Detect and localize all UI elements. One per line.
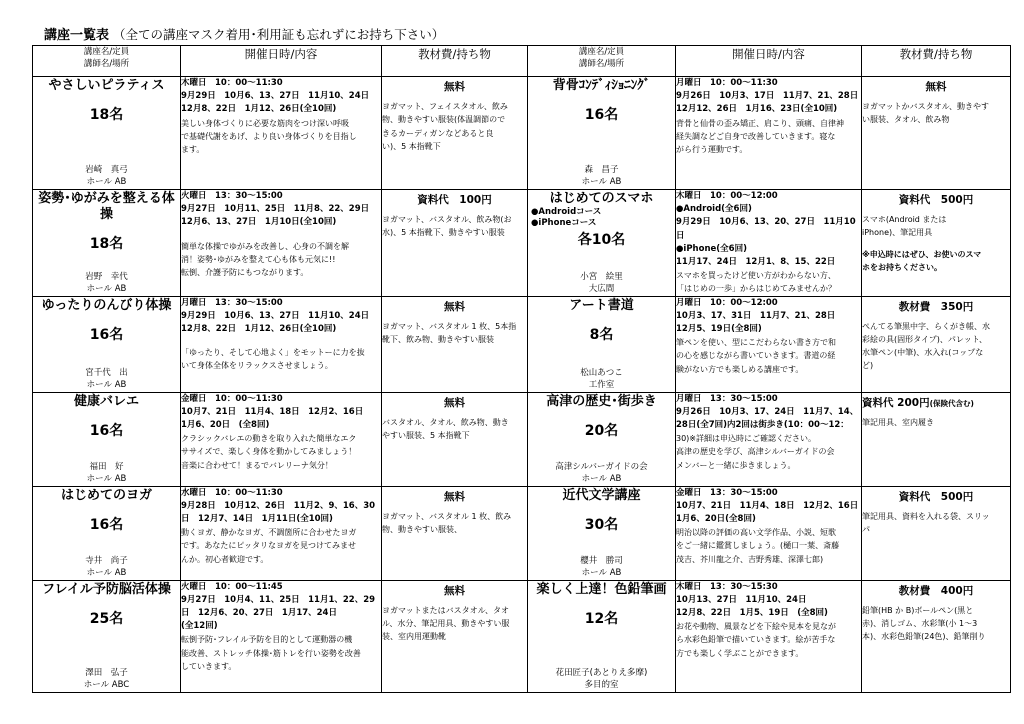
course-info [528, 461, 675, 485]
schedule-desc-line: んか。初心者歓迎です。 [181, 554, 269, 564]
teacher-name: 花田匠子(あとりえ多摩) [555, 667, 648, 678]
fee-text: 無料 [444, 81, 465, 93]
course-info [33, 271, 180, 295]
fee-text: (保険代含む) [929, 398, 974, 408]
schedule-desc-line: いて身体全体をリラックスさせましょう。 [181, 361, 333, 371]
schedule-desc-line: です。あなたにピッタリなヨガを見つけてみませ [181, 541, 357, 551]
schedule-date-line: 12月5、19日(全8回) [676, 324, 762, 335]
teacher-name: 寺井 尚子 [85, 555, 128, 566]
schedule-cell [181, 190, 382, 297]
fee-cell [862, 486, 1011, 580]
course-capacity: 25名 [89, 610, 124, 627]
course-capacity: 16名 [89, 326, 124, 343]
course-capacity: 16名 [584, 107, 619, 123]
schedule-desc-line: 背骨と仙骨の歪み矯正、肩こり、頭痛、自律神 [676, 118, 844, 128]
header-course: 講座名/定員 講師名/場所 [528, 46, 676, 77]
fee-amount [382, 585, 527, 598]
course-name: アート書道 [569, 297, 634, 313]
teacher-name: 森 昌子 [584, 165, 619, 175]
schedule-cell [181, 486, 382, 580]
schedule-desc-line: 経失調などご自身で改善していきます。寝な [676, 131, 836, 141]
course-capacity: 8名 [589, 326, 614, 343]
fee-cell [862, 296, 1011, 392]
course-info [33, 461, 180, 485]
schedule-date-line: 月曜日 10：00～12:00 [676, 297, 778, 308]
course-place: 大広間 [588, 283, 615, 294]
items-line: い)、5 本指靴下 [382, 141, 441, 151]
course-name: はじめてのヨガ [60, 487, 152, 503]
items-line: 筆記用具、資料を入れる袋、スリッ [862, 511, 990, 521]
items-line: 鉛筆(HB か B)ボールペン(黒と [862, 605, 974, 615]
schedule-desc-line: ら水彩色鉛筆で描いていきます。絵が苦手な [676, 635, 836, 645]
items-line: ヨガマット、バスタオル 1 枚、飲み [382, 511, 512, 521]
course-row [33, 392, 1011, 486]
schedule-cell [676, 77, 862, 190]
course-place: ホール AB [581, 473, 622, 484]
schedule-desc-line: お花や動物、風景などを下絵や見本を見なが [676, 622, 836, 632]
fee-text: 無料 [925, 81, 947, 93]
fee-cell [382, 190, 528, 297]
items-line: ※申込時にはぜひ、お使いのスマ [862, 249, 982, 259]
fee-text: 資料代 500円 [898, 194, 974, 206]
schedule-date-line: 月曜日 13：30～15:00 [181, 297, 283, 308]
schedule-desc-line: 「ゆったり、そして心地よく」をモットーに力を抜 [181, 348, 365, 358]
course-table [32, 45, 1011, 693]
schedule-date-line: (全12回) [181, 621, 218, 632]
items-line: きるカーディガンなどあると良 [382, 128, 494, 138]
fee-cell [382, 296, 528, 392]
schedule-date-line: 11月17、24日 12月1、8、15、22日 [676, 257, 836, 268]
course-place: 工作室 [588, 379, 615, 390]
schedule-date-line: 月曜日 10：00～11:30 [676, 78, 778, 88]
items-line: 筆記用具、室内履き [862, 417, 934, 427]
schedule-desc-line: 高津の歴史を学び、高津シルバーガイドの会 [676, 447, 835, 457]
items-line: スマホ(Android または [862, 215, 947, 225]
schedule-date-line: ●iPhone(全6回) [676, 243, 747, 254]
schedule-desc-line: クラシックバレエの動きを取り入れた簡単なエク [181, 434, 357, 444]
fee-text: 教材費 400円 [898, 584, 974, 597]
items-line: 物、動きやすい服装(体温調節ので [382, 115, 506, 125]
course-cell [33, 580, 181, 692]
schedule-desc-line: 消！姿勢･ゆがみを整えて心も体も元気に!! [181, 254, 336, 264]
schedule-date-line: 12月6、13、27日 1月10日(全10回) [181, 217, 337, 228]
course-row [33, 77, 1011, 190]
schedule-desc-line: 美しい身体づくりに必要な筋肉をつけ深い呼吸 [181, 118, 349, 128]
course-cell [528, 392, 676, 486]
course-capacity: 各10名 [577, 232, 626, 248]
header-schedule: 開催日時/内容 [676, 46, 862, 77]
schedule-date-line: 9月26日 10月3、17日 11月7、21、28日 [676, 91, 859, 102]
header-fee: 教材費/持ち物 [382, 46, 528, 77]
items-line: バスタオル、タオル、飲み物、動き [382, 417, 509, 427]
fee-amount [382, 194, 527, 207]
course-cell [528, 580, 676, 692]
course-place: ホール AB [86, 567, 127, 578]
course-cell [33, 190, 181, 297]
course-subtitle: ●iPhoneコース [531, 218, 597, 228]
items-line: ヨガマット、フェイスタオル、飲み [382, 102, 508, 112]
fee-amount [862, 301, 1010, 314]
schedule-date-line: 金曜日 10：00～11:30 [181, 393, 283, 404]
course-capacity: 12名 [584, 610, 619, 627]
items-line: ル、水分、筆記用具、動きやすい服 [382, 619, 510, 629]
items-line: 本)、水彩色鉛筆(24色)、鉛筆削り [862, 632, 986, 642]
schedule-desc-line: メンバーと一緒に歩きましょう。 [676, 460, 796, 470]
course-name: 高津の歴史･街歩き [546, 393, 657, 409]
teacher-name: 岩野 幸代 [85, 271, 128, 282]
schedule-desc-line: 「はじめの一歩」からはじめてみませんか？ [676, 284, 836, 294]
schedule-desc-line: 茂吉、芥川龍之介、吉野秀雄、深澤七郎) [676, 554, 824, 564]
course-place: 多目的室 [584, 679, 619, 690]
course-row [33, 580, 1011, 692]
schedule-desc-line: 動くヨガ、静かなヨガ、不調箇所に合わせたヨガ [181, 528, 357, 538]
schedule-desc-line: 転倒予防･フレイル予防を目的として運動器の機 [181, 635, 353, 645]
course-info [528, 164, 675, 188]
header-row [33, 46, 1011, 77]
schedule-cell [181, 392, 382, 486]
items-line: iPhone)、筆記用具 [862, 228, 933, 238]
course-name: ゆったりのんびり体操 [41, 297, 172, 313]
items-line: 彩絵の具(固形タイプ)、パレット、 [862, 335, 988, 345]
schedule-date-line: 木曜日 10：00～12:00 [676, 191, 778, 201]
schedule-desc-line: ます。 [181, 145, 205, 155]
course-cell [528, 77, 676, 190]
course-capacity: 16名 [89, 516, 124, 533]
schedule-date-line: 9月29日 10月6、13、27日 11月10、24日 [181, 310, 370, 321]
teacher-name: 櫻井 勝司 [580, 555, 623, 566]
fee-cell [382, 77, 528, 190]
page-title [44, 24, 444, 43]
teacher-name: 澤田 弘子 [85, 667, 128, 678]
schedule-desc-line: をご一緒に鑑賞しましょう。(樋口一葉、斎藤 [676, 541, 840, 551]
course-capacity: 30名 [584, 516, 619, 533]
teacher-name: 小宮 絵里 [580, 271, 623, 282]
fee-cell [862, 190, 1011, 297]
items-line: パ [862, 525, 870, 535]
items-line: ヨガマット、バスタオル、飲み物(お [382, 215, 512, 225]
fee-text: 資料代 200円 [862, 396, 930, 409]
course-info [33, 555, 180, 579]
schedule-date-line: 9月27日 10月4、11、25日 11月1、22、29 [181, 594, 376, 605]
course-capacity: 20名 [584, 422, 619, 439]
fee-amount [862, 491, 1010, 504]
schedule-date-line: 9月26日 10月3、17、24日 11月7、14、 [676, 406, 859, 417]
fee-amount [862, 397, 1010, 410]
teacher-name: 宮千代 出 [85, 367, 128, 378]
fee-text: 無料 [444, 490, 465, 503]
fee-cell [862, 77, 1011, 190]
course-name: フレイル予防脳活体操 [42, 581, 171, 597]
schedule-date-line: 9月29日 10月6、13、27日 11月10、24日 [181, 91, 370, 102]
schedule-cell [181, 296, 382, 392]
items-line: やすい服装、5 本指靴下 [382, 431, 470, 441]
schedule-date-line: 10月13、27日 11月10、24日 [676, 594, 807, 605]
fee-text: 無料 [444, 396, 465, 409]
schedule-desc-line: 簡単な体操でゆがみを改善し、心身の不調を解 [181, 241, 349, 251]
course-cell [528, 190, 676, 297]
items-line: 水)、5 本指靴下、動きやすい服装 [382, 228, 505, 238]
schedule-desc-line: 筆ペンを使い、型にこだわらない書き方で和 [676, 338, 836, 348]
course-name: 楽しく上達！色鉛筆画 [536, 581, 667, 597]
course-row [33, 190, 1011, 297]
fee-cell [382, 392, 528, 486]
fee-amount [382, 81, 527, 94]
fee-text: 教材費 350円 [898, 300, 974, 313]
schedule-desc-line: 30)※詳細は申込時にご確認ください。 [676, 434, 817, 444]
fee-cell [862, 580, 1011, 692]
items-line: ぺんてる筆黒中字、らくがき帳、水 [862, 321, 990, 331]
course-info [33, 164, 180, 188]
course-name: 近代文学講座 [562, 487, 641, 503]
schedule-desc-line: 能改善、ストレッチ体操･筋トレを行い姿勢を改善 [181, 648, 361, 658]
course-cell [33, 486, 181, 580]
fee-cell [382, 580, 528, 692]
schedule-date-line: 12月8、22日 1月12、26日(全10回) [181, 324, 337, 335]
fee-text: 無料 [444, 584, 465, 597]
schedule-date-line: 日 12月6、20、27日 1月17、24日 [181, 608, 337, 619]
course-name: はじめてのスマホ [549, 191, 654, 206]
course-place: ホール AB [86, 177, 127, 187]
schedule-desc-line: していきます。 [181, 661, 237, 671]
schedule-desc-line: 方でも楽しく学ぶことができます。 [676, 648, 804, 658]
schedule-date-line: 12月12、26日 1月16、23日(全10回) [676, 104, 838, 115]
items-line: 赤)、消しゴム、水彩筆(小 1～3 [862, 619, 978, 629]
schedule-date-line: 水曜日 10：00～11:30 [181, 487, 283, 498]
fee-cell [862, 392, 1011, 486]
schedule-date-line: 9月28日 10月12、26日 11月2、9、16、30 [181, 500, 376, 511]
fee-text: 無料 [444, 300, 465, 313]
course-name: 姿勢･ゆがみを整える体操 [38, 191, 175, 222]
items-line: ヨガマットまたはバスタオル、タオ [382, 605, 510, 615]
schedule-cell [676, 296, 862, 392]
schedule-desc-line: の心を感じながら書いていきます。書道の経 [676, 351, 836, 361]
fee-amount [382, 397, 527, 410]
course-cell [528, 296, 676, 392]
schedule-desc-line: スマホを買ったけど使い方がわからない方、 [676, 271, 836, 281]
schedule-desc-line: 音楽に合わせて！まるでバレリーナ気分！ [181, 460, 333, 470]
schedule-date-line: 1月6、20日(全8回) [676, 514, 756, 525]
course-info [528, 555, 675, 579]
course-name: 背骨ｺﾝﾃﾞｨｼｮﾆﾝｸﾞ [552, 78, 651, 93]
schedule-cell [676, 190, 862, 297]
fee-text: 資料代 500円 [898, 490, 974, 503]
items-line: ホをお持ちください。 [862, 262, 942, 272]
teacher-name: 福田 好 [89, 461, 124, 472]
course-cell [33, 392, 181, 486]
schedule-desc-line: 転倒、介護予防にもつながります。 [181, 268, 309, 278]
title-note: （全ての講座マスク着用･利用証も忘れずにお持ち下さい） [113, 27, 445, 42]
items-line: 物、動きやすい服装、 [382, 525, 462, 535]
schedule-date-line: 10月3、17、31日 11月7、21、28日 [676, 310, 836, 321]
course-cell [33, 296, 181, 392]
title-main: 講座一覧表 [44, 28, 110, 43]
course-info [528, 271, 675, 295]
schedule-date-line: 9月27日 10月11、25日 11月8、22、29日 [181, 204, 370, 215]
schedule-date-line: ●Android(全6回) [676, 204, 752, 215]
course-place: ホール AB [86, 379, 127, 390]
items-line: ヨガマットかバスタオル、動きやす [862, 102, 990, 112]
course-subtitle: ●Androidコース [531, 207, 602, 217]
course-place: ホール AB [581, 567, 622, 578]
schedule-date-line: 12月8、22日 1月5、19日 (全8回) [676, 608, 828, 619]
schedule-date-line: 12月8、22日 1月12、26日(全10回) [181, 104, 337, 115]
course-capacity: 18名 [89, 107, 124, 123]
schedule-date-line: 金曜日 13：30～15:00 [676, 487, 778, 498]
fee-amount [382, 301, 527, 314]
course-row [33, 486, 1011, 580]
items-line: ヨガマット、バスタオル 1 枚、5本指 [382, 321, 517, 331]
items-line: 装、室内用運動靴 [382, 632, 446, 642]
items-line: 靴下、飲み物、動きやすい服装 [382, 335, 494, 345]
schedule-cell [181, 77, 382, 190]
schedule-cell [676, 486, 862, 580]
schedule-desc-line: で基礎代謝をあげ、より良い身体づくりを目指し [181, 131, 357, 141]
schedule-desc-line: がら行う運動です。 [676, 145, 748, 155]
schedule-date-line: 木曜日 13：30～15:30 [676, 581, 778, 592]
course-cell [528, 486, 676, 580]
course-name: やさしいピラティス [48, 78, 165, 93]
course-place: ホール AB [581, 177, 622, 187]
schedule-date-line: 10月7、21日 11月4、18日 12月2、16日 [181, 406, 364, 417]
schedule-cell [676, 580, 862, 692]
schedule-date-line: 1月6、20日 (全8回) [181, 420, 270, 431]
course-place: ホール ABC [83, 679, 130, 690]
course-info [528, 367, 675, 391]
items-line: 水筆ペン(中筆)、水入れ(コップな [862, 348, 984, 358]
course-place: ホール AB [86, 473, 127, 484]
schedule-desc-line: ササイズで、楽しく身体を動かしてみましょう！ [181, 447, 357, 457]
teacher-name: 松山あつこ [580, 367, 623, 378]
schedule-date-line: 火曜日 10：00～11:45 [181, 581, 283, 592]
course-subtitles [528, 207, 675, 229]
schedule-date-line: 9月29日 10月6、13、20、27日 11月10日 [676, 217, 856, 241]
course-cell [33, 77, 181, 190]
schedule-date-line: 月曜日 13：30～15:00 [676, 393, 778, 404]
course-capacity: 18名 [89, 236, 124, 252]
course-info [33, 667, 180, 691]
header-fee: 教材費/持ち物 [862, 46, 1011, 77]
schedule-date-line: 木曜日 10：00～11:30 [181, 78, 283, 88]
schedule-desc-line: 明治以降の評価の高い文学作品、小説、短歌 [676, 528, 836, 538]
fee-amount [382, 491, 527, 504]
fee-cell [382, 486, 528, 580]
header-schedule: 開催日時/内容 [181, 46, 382, 77]
schedule-date-line: 火曜日 13：30～15:00 [181, 191, 283, 201]
fee-text: 資料代 100円 [417, 194, 492, 206]
teacher-name: 岩崎 真弓 [85, 165, 128, 175]
fee-amount [862, 194, 1010, 207]
schedule-date-line: 10月7、21日 11月4、18日 12月2、16日 [676, 500, 859, 511]
course-info [33, 367, 180, 391]
course-capacity: 16名 [89, 422, 124, 439]
course-info [528, 667, 675, 691]
course-place: ホール AB [86, 283, 127, 294]
header-course: 講座名/定員 講師名/場所 [33, 46, 181, 77]
schedule-cell [181, 580, 382, 692]
schedule-cell [676, 392, 862, 486]
fee-amount [862, 81, 1010, 94]
teacher-name: 高津シルバーガイドの会 [555, 461, 648, 472]
schedule-desc-line: 験がない方でも楽しめる講座です。 [676, 364, 804, 374]
course-row [33, 296, 1011, 392]
fee-amount [862, 585, 1010, 598]
items-line: ど) [862, 361, 874, 371]
items-line: い服装、タオル、飲み物 [862, 115, 950, 125]
schedule-date-line: 日 12月7、14日 1月11日(全10回) [181, 514, 333, 525]
course-name: 健康バレエ [73, 393, 139, 409]
schedule-date-line: 28日(全7回)内2回は街歩き(10：00～12： [676, 420, 849, 431]
